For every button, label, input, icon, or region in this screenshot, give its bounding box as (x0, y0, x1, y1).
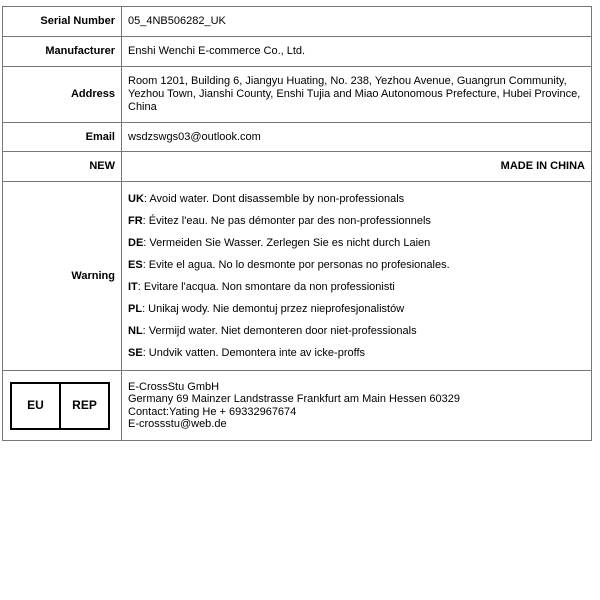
warning-row (3, 182, 592, 371)
warning-text: : Vermijd water. Niet demonteren door niet-professionals (142, 324, 417, 337)
condition-label: NEW (3, 152, 122, 182)
warning-line-pl (128, 303, 585, 316)
serial-row (3, 7, 592, 37)
warning-text: : Unikaj wody. Nie demontuj przez nieprofesjonalistów (142, 302, 405, 315)
warning-lang-code: SE (128, 346, 143, 359)
manufacturer-value: Enshi Wenchi E-commerce Co., Ltd. (122, 37, 592, 67)
email-row (3, 123, 592, 152)
warning-text: : Undvik vatten. Demontera inte av icke-proffs (142, 346, 366, 359)
warning-lang-code: IT (128, 280, 138, 293)
eu-rep-symbol (10, 382, 110, 430)
rep-mark: REP (59, 384, 108, 428)
warning-lang-code: DE (128, 236, 144, 249)
eu-rep-details (122, 371, 592, 441)
warning-text: : Evitare l'acqua. Non smontare da non professionisti (137, 280, 395, 293)
address-value: Room 1201, Building 6, Jiangyu Huating, No. 238, Yezhou Avenue, Guangrun Community, Yezhou Town, Jianshi County, Enshi Tujia and Miao Autonomous Prefecture, Hubei Province, China (122, 67, 592, 123)
eu-rep-row (3, 371, 592, 441)
warning-lang-code: FR (128, 214, 143, 227)
rep-address: Germany 69 Mainzer Landstrasse Frankfurt am Main Hessen 60329 (128, 393, 460, 405)
eu-mark: EU (27, 398, 44, 412)
warning-line-it (128, 281, 585, 294)
warning-line-se (128, 347, 585, 360)
warning-line-nl (128, 325, 585, 338)
warning-lang-code: UK (128, 192, 144, 205)
warning-text: : Evite el agua. No lo desmonte por personas no profesionales. (142, 258, 450, 271)
warning-lang-code: PL (128, 302, 143, 315)
email-value: wsdzswgs03@outlook.com (122, 123, 592, 152)
warning-text: : Évitez l'eau. Ne pas démonter par des non-professionnels (142, 214, 431, 227)
rep-company: E-CrossStu GmbH (128, 380, 220, 393)
manufacturer-label: Manufacturer (3, 37, 122, 67)
warning-line-uk (128, 193, 585, 206)
serial-label: Serial Number (3, 7, 122, 37)
manufacturer-row (3, 37, 592, 67)
email-label: Email (3, 123, 122, 152)
condition-row (3, 152, 592, 182)
serial-value: 05_4NB506282_UK (122, 7, 592, 37)
warning-text-list (122, 182, 592, 371)
warning-text: : Vermeiden Sie Wasser. Zerlegen Sie es nicht durch Laien (143, 236, 431, 249)
warning-line-fr (128, 215, 585, 228)
origin-label: MADE IN CHINA (122, 152, 592, 182)
warning-lang-code: NL (128, 324, 143, 337)
warning-line-es (128, 259, 585, 272)
address-row (3, 67, 592, 123)
eu-rep-symbol-cell (3, 371, 122, 441)
warning-lang-code: ES (128, 258, 143, 271)
product-label-table (2, 6, 592, 441)
address-label: Address (3, 67, 122, 123)
warning-line-de (128, 237, 585, 250)
rep-contact: Contact:Yating He + 69332967674 (128, 405, 297, 418)
warning-text: : Avoid water. Dont disassemble by non-professionals (143, 192, 405, 205)
rep-email: E-crossstu@web.de (128, 418, 227, 430)
warning-label: Warning (3, 182, 122, 371)
